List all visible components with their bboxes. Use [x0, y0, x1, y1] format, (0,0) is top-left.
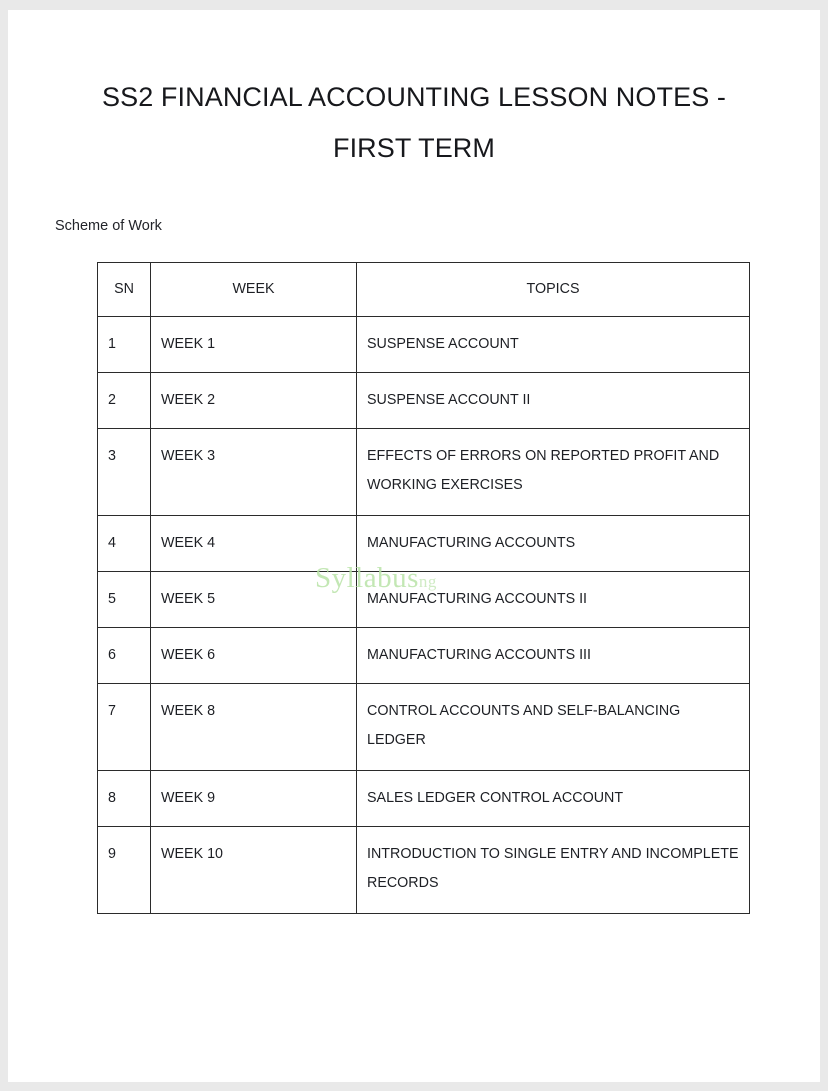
- scheme-of-work-table: [97, 262, 750, 914]
- table-row: [98, 827, 750, 914]
- table-row: [98, 317, 750, 373]
- cell-week: WEEK 1: [151, 317, 357, 373]
- cell-week: WEEK 4: [151, 516, 357, 572]
- cell-week: WEEK 2: [151, 373, 357, 429]
- cell-week: WEEK 9: [151, 771, 357, 827]
- cell-sn: 7: [98, 684, 151, 771]
- cell-topic: CONTROL ACCOUNTS AND SELF-BALANCING LEDGER: [357, 684, 750, 771]
- cell-sn: 5: [98, 572, 151, 628]
- cell-sn: 8: [98, 771, 151, 827]
- page-title: SS2 FINANCIAL ACCOUNTING LESSON NOTES - FIRST TERM: [101, 82, 727, 163]
- cell-topic: MANUFACTURING ACCOUNTS III: [357, 628, 750, 684]
- document-page: [8, 10, 820, 1082]
- cell-topic: EFFECTS OF ERRORS ON REPORTED PROFIT AND WORKING EXERCISES: [357, 429, 750, 516]
- table-row: [98, 516, 750, 572]
- cell-sn: 9: [98, 827, 151, 914]
- scheme-of-work-table-wrapper: [97, 262, 749, 914]
- watermark-text: Syllabus: [315, 562, 419, 594]
- cell-week: WEEK 6: [151, 628, 357, 684]
- cell-topic: MANUFACTURING ACCOUNTS: [357, 516, 750, 572]
- cell-week: WEEK 8: [151, 684, 357, 771]
- table-row: [98, 771, 750, 827]
- cell-week: WEEK 10: [151, 827, 357, 914]
- table-row: [98, 373, 750, 429]
- cell-topic: INTRODUCTION TO SINGLE ENTRY AND INCOMPLETE RECORDS: [357, 827, 750, 914]
- table-row: [98, 628, 750, 684]
- column-header-sn: SN: [98, 263, 151, 317]
- cell-sn: 6: [98, 628, 151, 684]
- cell-week: WEEK 3: [151, 429, 357, 516]
- column-header-week: WEEK: [151, 263, 357, 317]
- table-row: [98, 572, 750, 628]
- cell-week: WEEK 5: [151, 572, 357, 628]
- cell-topic: SALES LEDGER CONTROL ACCOUNT: [357, 771, 750, 827]
- cell-topic: MANUFACTURING ACCOUNTS II: [357, 572, 750, 628]
- column-header-topics: TOPICS: [357, 263, 750, 317]
- cell-topic: SUSPENSE ACCOUNT II: [357, 373, 750, 429]
- cell-topic: SUSPENSE ACCOUNT: [357, 317, 750, 373]
- watermark-suffix: ng: [418, 572, 437, 591]
- section-subheading: Scheme of Work: [55, 218, 162, 234]
- cell-sn: 4: [98, 516, 151, 572]
- cell-sn: 1: [98, 317, 151, 373]
- table-row: [98, 429, 750, 516]
- cell-sn: 2: [98, 373, 151, 429]
- table-row: [98, 684, 750, 771]
- table-header-row: [98, 263, 750, 317]
- cell-sn: 3: [98, 429, 151, 516]
